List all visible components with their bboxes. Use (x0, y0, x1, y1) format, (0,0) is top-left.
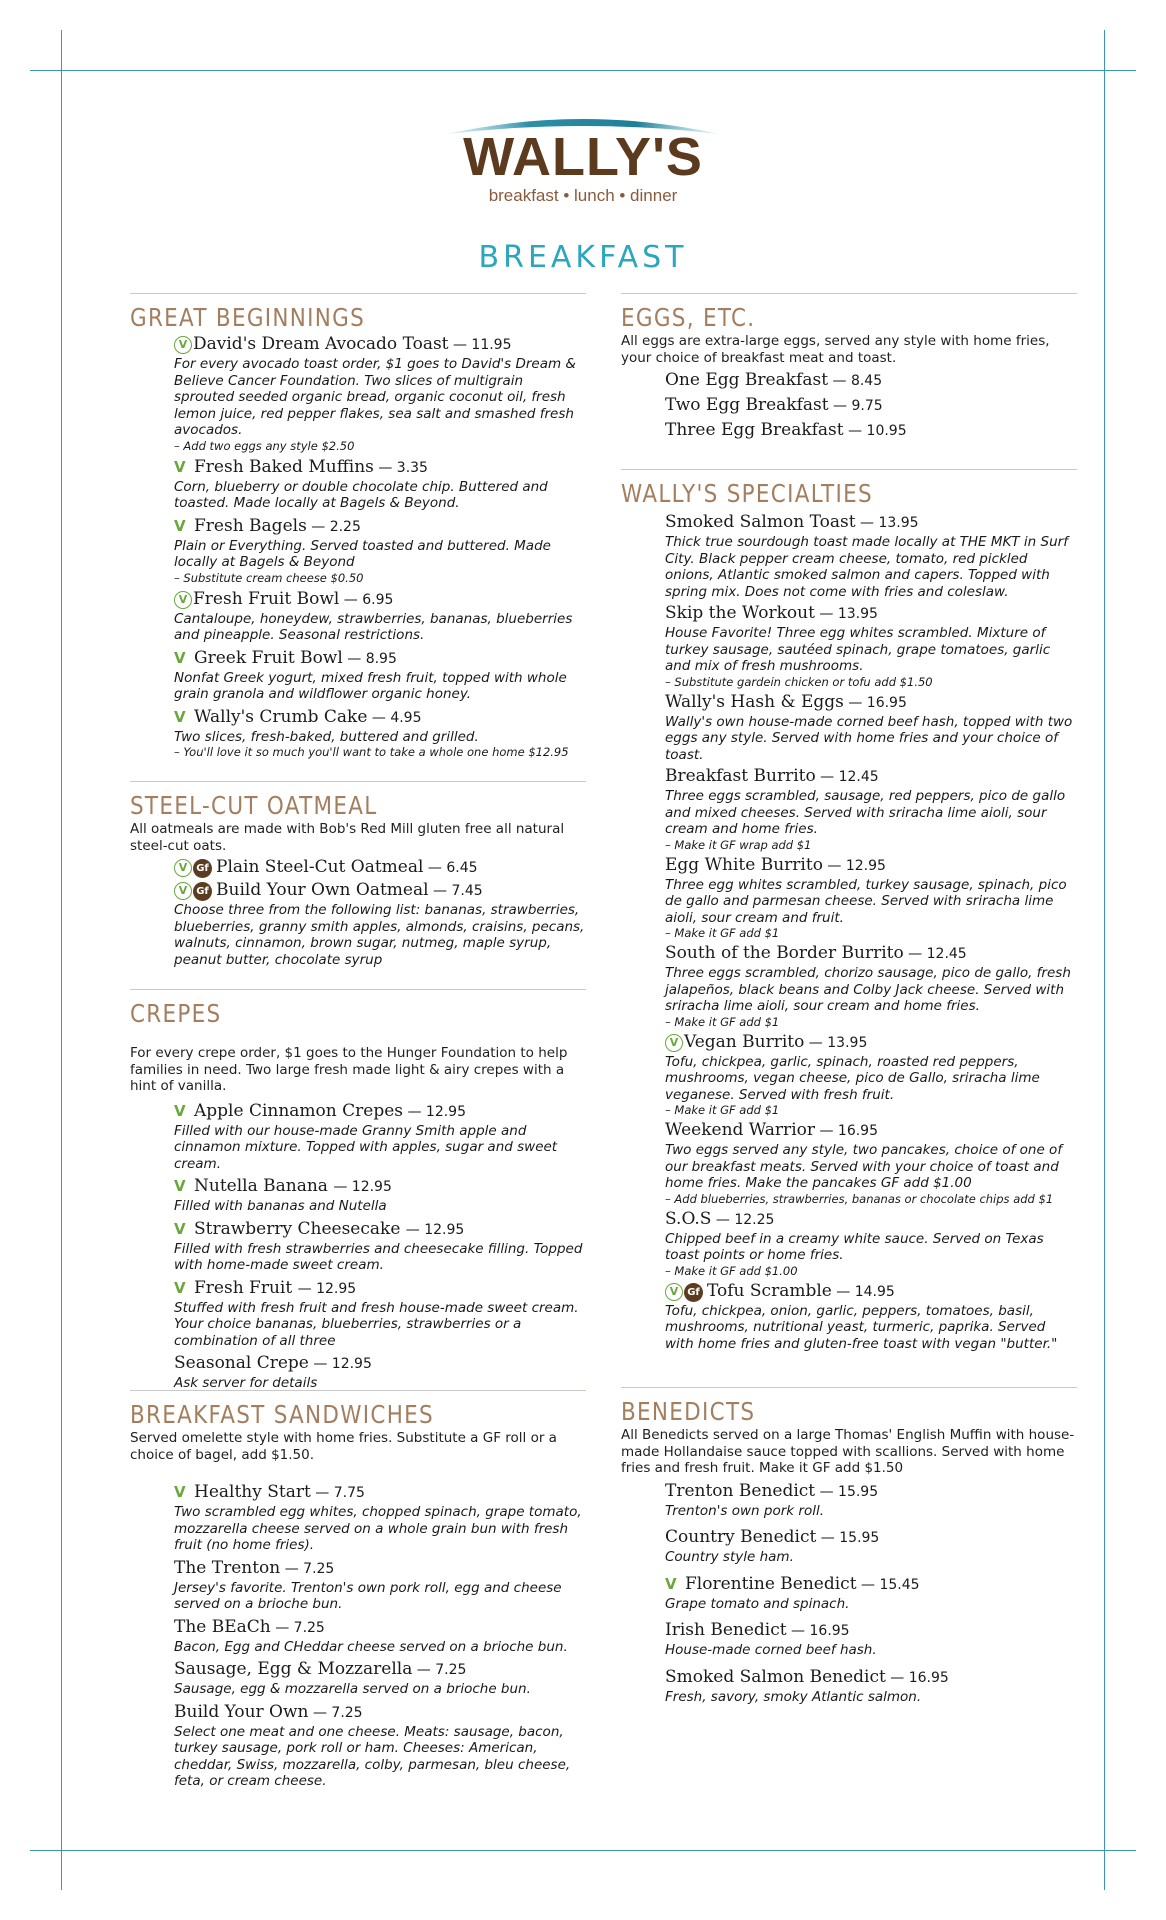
item-heading (665, 1666, 1077, 1689)
item-price: 12.45 (838, 769, 879, 785)
item-heading (665, 394, 1077, 417)
section-title: BREAKFAST SANDWICHES (130, 1400, 435, 1429)
item-description: Grape tomato and spinach. (665, 1595, 850, 1612)
vegan-icon: V (174, 882, 192, 900)
section-title: CREPES (130, 999, 222, 1028)
item-note: – Make it GF wrap add $1 (665, 837, 812, 852)
item-price: 6.45 (446, 860, 478, 876)
item-description: Nonfat Greek yogurt, mixed fresh fruit, topped with whole grain granola and wildflower organic honey. (174, 669, 567, 702)
frame-line-bottom (30, 1850, 1136, 1851)
price-separator: — (270, 1619, 294, 1636)
item-note: – You'll love it so much you'll want to take a whole one home $12.95 (174, 745, 569, 759)
menu-item-breakfast-burrito (665, 765, 1077, 852)
item-description: Filled with fresh strawberries and cheesecake filling. Topped with home-made sweet cream. (174, 1240, 583, 1273)
item-name: Florentine Benedict (685, 1573, 857, 1594)
logo-tagline: breakfast • lunch • dinner (488, 186, 678, 205)
price-separator: — (815, 1123, 838, 1139)
item-description: Bacon, Egg and CHeddar cheese served on a brioche bun. (174, 1638, 568, 1655)
price-separator: — (786, 1623, 810, 1639)
item-price: 7.45 (451, 883, 483, 899)
price-separator: — (711, 1211, 735, 1228)
item-heading (665, 1119, 1077, 1142)
section-breakfast-sandwiches (130, 1390, 586, 1790)
vegan-icon: V (665, 1034, 683, 1052)
item-heading (174, 1277, 586, 1300)
menu-item-one-egg-breakfast (665, 369, 1077, 392)
item-name: David's Dream Avocado Toast (193, 334, 449, 354)
item-heading (665, 1619, 1077, 1642)
price-separator: — (804, 1034, 828, 1051)
item-description: Ask server for details (174, 1375, 318, 1391)
price-separator: — (843, 423, 867, 439)
item-price: 12.95 (351, 1179, 392, 1195)
menu-column-right (621, 293, 1077, 1705)
item-heading (665, 942, 1077, 965)
item-name: One Egg Breakfast (665, 370, 829, 390)
item-heading (174, 706, 586, 729)
item-note: – Make it GF add $1 (665, 1103, 780, 1117)
price-separator: — (816, 1530, 840, 1546)
vegetarian-icon: V (174, 457, 186, 476)
item-description: Sausage, egg & mozzarella served on a brioche bun. (174, 1681, 531, 1697)
menu-item-build-your-own-oatmeal (174, 879, 586, 968)
vegetarian-icon: V (174, 1483, 186, 1501)
item-price: 16.95 (837, 1123, 878, 1139)
menu-item-trenton-benedict (665, 1480, 1077, 1520)
item-price: 16.95 (809, 1623, 850, 1639)
menu-item-south-of-the-border-burrito (665, 942, 1077, 1029)
price-separator: — (333, 1179, 352, 1195)
item-name: Smoked Salmon Benedict (665, 1666, 886, 1687)
item-name: Three Egg Breakfast (665, 420, 844, 440)
price-separator: — (831, 1283, 855, 1300)
item-name: Strawberry Cheesecake (194, 1218, 406, 1239)
section-title: STEEL-CUT OATMEAL (130, 791, 378, 820)
menu-item-vegan-burrito (665, 1031, 1077, 1118)
item-name: Smoked Salmon Toast (665, 512, 856, 532)
item-name: Two Egg Breakfast (665, 395, 829, 415)
item-name: Skip the Workout (665, 603, 815, 623)
price-separator: — (855, 515, 879, 531)
item-price: 15.95 (838, 1483, 879, 1500)
logo-wordmark: WALLY'S (463, 127, 703, 187)
gluten-free-icon: Gf (193, 882, 212, 901)
section-steel-cut-oatmeal (130, 781, 586, 989)
item-heading (665, 1480, 1077, 1503)
item-description: Wally's own house-made corned beef hash, topped with two eggs any style. Served with home fries and your choice of toast. (665, 713, 1073, 763)
item-name: Seasonal Crepe (174, 1353, 309, 1373)
page-title: BREAKFAST (478, 240, 688, 275)
price-separator: — (822, 857, 846, 874)
menu-item-the-beach (174, 1616, 586, 1656)
item-description: Three eggs scrambled, chorizo sausage, pico de gallo, fresh jalapeños, black beans and Colby Jack cheese. Served with sriracha lime aioli, sour cream and home fries. (665, 965, 1071, 1014)
menu-item-nutella-banana (174, 1175, 586, 1215)
price-separator: — (306, 518, 330, 535)
item-description: Cantaloupe, honeydew, strawberries, bananas, blueberries and pineapple. Seasonal restrictions. (174, 610, 573, 643)
section-eggs-etc (621, 293, 1077, 469)
menu-item-irish-benedict (665, 1619, 1077, 1659)
item-description: Thick true sourdough toast made locally at THE MKT in Surf City. Black pepper cream cheese, tomato, red pickled onions, Atlantic smoked salmon and capers. Topped with spring mix. Does not come with fries and coleslaw. (665, 534, 1068, 600)
item-heading (174, 647, 586, 670)
section-great-beginnings (130, 293, 586, 781)
item-description: Tofu, chickpea, onion, garlic, peppers, tomatoes, basil, mushrooms, nutritional yeast, turmeric, paprika. Served with home fries and gluten-free toast with vegan "butter." (665, 1302, 1058, 1352)
item-heading (174, 879, 586, 902)
item-description: Trenton's own pork roll. (665, 1502, 824, 1519)
item-price: 13.95 (837, 606, 878, 622)
item-note: – Make it GF add $1.00 (665, 1263, 798, 1278)
item-description: Tofu, chickpea, garlic, spinach, roasted red peppers, mushrooms, vegan cheese, pico de Gallo, sriracha lime veganese. Served with fresh fruit. (665, 1053, 1040, 1103)
menu-item-the-trenton (174, 1557, 586, 1613)
vegan-icon: V (174, 336, 192, 354)
item-description: Two slices, fresh-baked, buttered and grilled. (174, 728, 479, 745)
item-price: 7.25 (293, 1619, 325, 1636)
item-note: – Add blueberries, strawberries, bananas or chocolate chips add $1 (665, 1191, 1054, 1206)
item-name: Fresh Fruit Bowl (193, 588, 340, 609)
price-separator: — (310, 1485, 334, 1501)
item-price: 7.25 (331, 1704, 363, 1721)
section-intro: For every crepe order, $1 goes to the Hunger Foundation to help families in need. Two large fresh made light & airy crepes with a hint of vanilla. (130, 1045, 568, 1094)
price-separator: — (280, 1560, 304, 1577)
vegetarian-icon: V (174, 516, 186, 535)
section-title: WALLY'S SPECIALTIES (621, 479, 873, 508)
item-price: 12.95 (425, 1103, 466, 1120)
item-price: 10.95 (866, 423, 907, 439)
price-separator: — (828, 373, 851, 389)
item-note: – Substitute cream cheese $0.50 (174, 570, 364, 585)
item-description: House-made corned beef hash. (665, 1642, 877, 1658)
item-heading (174, 856, 586, 879)
vegetarian-icon: V (174, 1101, 186, 1120)
price-separator: — (308, 1356, 332, 1372)
menu-column-left (130, 293, 586, 1790)
item-heading (665, 1208, 1077, 1231)
menu-item-s-o-s (665, 1208, 1077, 1278)
item-heading (174, 1352, 586, 1375)
price-separator: — (367, 709, 391, 726)
menu-item-david-s-dream-avocado-toast (174, 333, 586, 453)
section-title: BENEDICTS (621, 1397, 756, 1426)
price-separator: — (412, 1662, 436, 1678)
item-heading (665, 765, 1077, 788)
item-name: S.O.S (665, 1208, 712, 1229)
item-heading (174, 1218, 586, 1241)
menu-item-fresh-fruit-bowl (174, 588, 586, 644)
item-description: Filled with our house-made Granny Smith apple and cinnamon mixture. Topped with apples, sugar and sweet cream. (174, 1122, 558, 1172)
item-price: 8.95 (365, 650, 397, 667)
section-crepes (130, 989, 586, 1390)
item-name: Fresh Fruit (194, 1277, 298, 1298)
menu-item-egg-white-burrito (665, 854, 1077, 941)
item-price: 4.95 (390, 709, 422, 726)
item-heading (665, 369, 1077, 392)
item-heading (665, 691, 1077, 714)
item-name: Fresh Bagels (194, 515, 307, 536)
section-intro: All oatmeals are made with Bob's Red Mill gluten free all natural steel-cut oats. (130, 821, 565, 854)
vegetarian-icon: V (174, 1177, 186, 1195)
frame-line-right (1104, 30, 1105, 1890)
price-separator: — (903, 946, 927, 962)
menu-item-skip-the-workout (665, 602, 1077, 689)
item-heading (665, 1031, 1077, 1054)
item-heading (665, 419, 1077, 442)
item-price: 16.95 (908, 1669, 949, 1686)
item-name: Apple Cinnamon Crepes (194, 1100, 403, 1121)
item-name: The Trenton (174, 1557, 281, 1578)
item-heading (174, 515, 586, 538)
item-price: 8.45 (850, 373, 883, 389)
menu-header (0, 112, 1166, 275)
item-heading (665, 854, 1077, 877)
item-name: Build Your Own (174, 1701, 309, 1722)
menu-item-three-egg-breakfast (665, 419, 1077, 442)
item-description: Three eggs scrambled, sausage, red peppers, pico de gallo and mixed cheeses. Served with sriracha lime aioli, sour cream and home fries. (665, 788, 1066, 837)
item-name: Irish Benedict (665, 1620, 787, 1640)
menu-item-plain-steel-cut-oatmeal (174, 856, 586, 879)
item-heading (174, 1175, 586, 1198)
item-description: Country style ham. (665, 1549, 794, 1565)
item-heading (174, 333, 586, 356)
item-description: Two eggs served any style, two pancakes, choice of one of our breakfast meats. Served with your choice of toast and home fries. Make the pancakes GF add $1.00 (665, 1142, 1063, 1191)
menu-item-sausage-egg-mozzarella (174, 1658, 586, 1698)
item-heading (665, 1280, 1077, 1303)
menu-item-greek-fruit-bowl (174, 647, 586, 703)
price-separator: — (828, 398, 852, 414)
vegan-icon: V (665, 1283, 683, 1301)
gluten-free-icon: Gf (684, 1283, 703, 1302)
item-heading (174, 588, 586, 611)
item-description: Jersey's favorite. Trenton's own pork roll, egg and cheese served on a brioche bun. (174, 1579, 562, 1612)
item-price: 12.95 (424, 1221, 465, 1238)
item-heading (174, 1481, 586, 1504)
item-heading (665, 1526, 1077, 1549)
section-wallys-specialties (621, 469, 1077, 1387)
item-description: House Favorite! Three egg whites scrambled. Mixture of turkey sausage, sautéed spinach, grape tomatoes, garlic and mix of fresh mushrooms. (665, 625, 1051, 674)
item-note: – Add two eggs any style $2.50 (174, 438, 355, 453)
item-price: 7.25 (435, 1662, 467, 1678)
vegetarian-icon: V (174, 1278, 186, 1297)
item-name: Vegan Burrito (684, 1031, 805, 1052)
vegetarian-icon: V (174, 1219, 186, 1238)
menu-item-fresh-fruit (174, 1277, 586, 1350)
vegetarian-icon: V (665, 1574, 677, 1593)
menu-item-build-your-own (174, 1701, 586, 1790)
item-name: The BEaCh (174, 1616, 271, 1637)
menu-item-smoked-salmon-toast (665, 511, 1077, 600)
item-heading (174, 456, 586, 479)
price-separator: — (856, 1576, 880, 1593)
price-separator: — (297, 1280, 317, 1297)
item-name: Breakfast Burrito (665, 766, 816, 786)
vegetarian-icon: V (174, 707, 186, 726)
item-description: Choose three from the following list: bananas, strawberries, blueberries, granny smith apples, almonds, craisins, pecans, walnuts, cinnamon, brown sugar, nutmeg, maple syrup, peanut butter, chocolate syrup (174, 902, 585, 968)
item-name: Tofu Scramble (707, 1280, 832, 1301)
section-intro: Served omelette style with home fries. Substitute a GF roll or a choice of bagel, add $1.50. (130, 1430, 557, 1463)
menu-item-country-benedict (665, 1526, 1077, 1566)
item-description: Fresh, savory, smoky Atlantic salmon. (665, 1688, 922, 1705)
item-price: 7.75 (333, 1485, 365, 1501)
item-price: 13.95 (827, 1034, 868, 1051)
price-separator: — (339, 591, 363, 608)
item-description: Chipped beef in a creamy white sauce. Served on Texas toast points or home fries. (665, 1230, 1044, 1263)
item-price: 12.25 (734, 1211, 775, 1228)
item-description: Three egg whites scrambled, turkey sausage, spinach, pico de gallo and parmesan cheese. Served with sriracha lime aioli, sour cream and fruit. (665, 876, 1067, 926)
price-separator: — (428, 883, 452, 899)
item-price: 9.75 (851, 398, 883, 414)
item-price: 16.95 (866, 694, 907, 711)
item-name: Wally's Hash & Eggs (665, 691, 844, 712)
item-price: 2.25 (329, 518, 361, 535)
item-heading (174, 1557, 586, 1580)
item-name: Country Benedict (665, 1527, 817, 1547)
item-price: 12.95 (316, 1280, 357, 1297)
item-name: Sausage, Egg & Mozzarella (174, 1659, 413, 1679)
item-description: Two scrambled egg whites, chopped spinach, grape tomato, mozzarella cheese served on a whole grain bun with fresh fruit (no home fries). (174, 1504, 582, 1553)
item-heading (174, 1658, 586, 1681)
price-separator: — (403, 1103, 426, 1120)
item-description: Corn, blueberry or double chocolate chip. Buttered and toasted. Made locally at Bagels & Beyond. (174, 478, 548, 511)
section-intro: All Benedicts served on a large Thomas' English Muffin with house-made Hollandaise sauce topped with scallions. Served with home fries and fresh fruit. Make it GF add $1.50 (621, 1427, 1075, 1476)
item-description: Select one meat and one cheese. Meats: sausage, bacon, turkey sausage, pork roll or ham. Cheeses: American, cheddar, Swiss, mozzarella, colby, parmesan, bleu cheese, feta, or cream cheese. (174, 1723, 571, 1789)
item-name: Plain Steel-Cut Oatmeal (216, 857, 424, 877)
item-name: Healthy Start (194, 1482, 311, 1502)
price-separator: — (405, 1221, 425, 1238)
item-name: Trenton Benedict (665, 1480, 816, 1501)
item-price: 12.95 (331, 1356, 372, 1372)
item-heading (174, 1701, 586, 1724)
menu-item-tofu-scramble (665, 1280, 1077, 1353)
price-separator: — (448, 337, 472, 353)
item-heading (665, 1573, 1077, 1596)
item-price: 12.95 (845, 857, 886, 874)
item-name: Nutella Banana (194, 1176, 334, 1196)
item-description: Stuffed with fresh fruit and fresh house-made sweet cream. Your choice bananas, blueberries, strawberries or a combination of all three (174, 1299, 579, 1349)
item-price: 11.95 (471, 337, 512, 353)
menu-item-wally-s-crumb-cake (174, 706, 586, 760)
vegan-icon: V (174, 859, 192, 877)
section-title: GREAT BEGINNINGS (130, 303, 366, 332)
item-price: 15.45 (879, 1576, 920, 1593)
price-separator: — (342, 650, 366, 667)
price-separator: — (843, 694, 867, 711)
price-separator: — (308, 1704, 332, 1721)
item-description: Filled with bananas and Nutella (174, 1198, 387, 1214)
price-separator: — (373, 459, 397, 476)
item-price: 14.95 (854, 1283, 895, 1300)
item-name: Fresh Baked Muffins (194, 456, 374, 477)
menu-item-healthy-start (174, 1481, 586, 1554)
item-name: Build Your Own Oatmeal (216, 880, 429, 900)
menu-item-weekend-warrior (665, 1119, 1077, 1206)
menu-item-apple-cinnamon-crepes (174, 1100, 586, 1173)
price-separator: — (815, 769, 839, 785)
item-note: – Make it GF add $1 (665, 926, 780, 940)
menu-item-strawberry-cheesecake (174, 1218, 586, 1274)
menu-item-two-egg-breakfast (665, 394, 1077, 417)
menu-item-seasonal-crepe (174, 1352, 586, 1392)
item-price: 15.95 (839, 1530, 880, 1546)
item-price: 13.95 (878, 515, 919, 531)
section-benedicts (621, 1387, 1077, 1705)
section-intro: All eggs are extra-large eggs, served any style with home fries, your choice of breakfast meat and toast. (621, 333, 1050, 366)
price-separator: — (815, 1483, 839, 1500)
item-description: Plain or Everything. Served toasted and buttered. Made locally at Bagels & Beyond (174, 537, 551, 570)
item-price: 3.35 (396, 459, 428, 476)
price-separator: — (885, 1669, 909, 1686)
item-price: 6.95 (362, 591, 394, 608)
vegetarian-icon: V (174, 648, 186, 667)
section-title: EGGS, ETC. (621, 303, 756, 332)
item-description: For every avocado toast order, $1 goes to David's Dream & Believe Cancer Foundation. Two slices of multigrain sprouted seeded organic bread, organic coconut oil, fresh lemon juice, red pepper flakes, sea salt and smashed fresh avocados. (174, 356, 576, 438)
gluten-free-icon: Gf (193, 859, 212, 878)
menu-item-fresh-bagels (174, 515, 586, 585)
item-note: – Substitute gardein chicken or tofu add $1.50 (665, 674, 933, 689)
item-price: 7.25 (303, 1560, 335, 1577)
menu-item-fresh-baked-muffins (174, 456, 586, 512)
item-note: – Make it GF add $1 (665, 1014, 780, 1029)
menu-item-wally-s-hash-eggs (665, 691, 1077, 764)
item-heading (174, 1616, 586, 1639)
item-heading (665, 511, 1077, 534)
item-name: South of the Border Burrito (665, 943, 904, 963)
menu-item-smoked-salmon-benedict (665, 1666, 1077, 1706)
frame-line-left (61, 30, 62, 1890)
frame-line-top (30, 70, 1136, 71)
item-price: 12.45 (926, 946, 967, 962)
item-name: Egg White Burrito (665, 854, 823, 875)
vegan-icon: V (174, 591, 192, 609)
price-separator: — (814, 606, 838, 622)
menu-item-florentine-benedict (665, 1573, 1077, 1613)
item-name: Weekend Warrior (665, 1120, 815, 1140)
item-name: Greek Fruit Bowl (194, 647, 343, 668)
item-heading (174, 1100, 586, 1123)
price-separator: — (423, 860, 447, 876)
item-name: Wally's Crumb Cake (194, 706, 368, 727)
item-heading (665, 602, 1077, 625)
